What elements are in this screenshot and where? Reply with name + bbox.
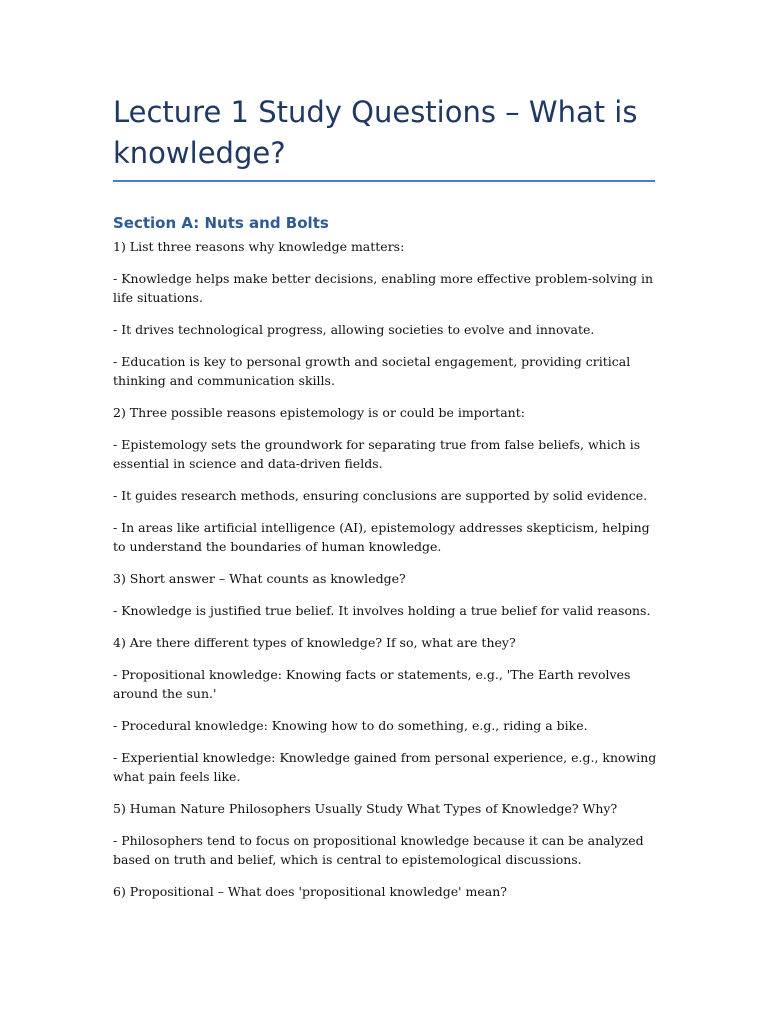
section-a-heading: Section A: Nuts and Bolts bbox=[113, 214, 329, 232]
title-divider bbox=[113, 180, 655, 182]
question-4: 4) Are there different types of knowledge? If so, what are they? bbox=[113, 635, 516, 651]
answer-1b: - It drives technological progress, allowing societies to evolve and innovate. bbox=[113, 321, 595, 337]
section-a-content bbox=[113, 238, 658, 915]
question-5: 5) Human Nature Philosophers Usually Study What Types of Knowledge? Why? bbox=[113, 801, 618, 817]
question-2: 2) Three possible reasons epistemology is or could be important: bbox=[113, 404, 525, 420]
answer-2c: - In areas like artificial intelligence (AI), epistemology addresses skepticism, helping to understand the boundaries of human knowledge. bbox=[113, 520, 650, 554]
document-title: Lecture 1 Study Questions – What is knowledge? bbox=[113, 95, 638, 170]
answer-5: - Philosophers tend to focus on propositional knowledge because it can be analyzed based on truth and belief, which is central to epistemological discussions. bbox=[113, 833, 644, 867]
answer-4b: - Procedural knowledge: Knowing how to do something, e.g., riding a bike. bbox=[113, 718, 588, 734]
answer-2a: - Epistemology sets the groundwork for separating true from false beliefs, which is essential in science and data-driven fields. bbox=[113, 437, 641, 471]
answer-2b: - It guides research methods, ensuring conclusions are supported by solid evidence. bbox=[113, 487, 648, 503]
question-3: 3) Short answer – What counts as knowledge? bbox=[113, 570, 406, 586]
answer-4c: - Experiential knowledge: Knowledge gained from personal experience, e.g., knowing what pain feels like. bbox=[113, 750, 657, 784]
answer-3: - Knowledge is justified true belief. It involves holding a true belief for valid reasons. bbox=[113, 603, 651, 619]
question-1: 1) List three reasons why knowledge matters: bbox=[113, 239, 405, 254]
answer-1a: - Knowledge helps make better decisions, enabling more effective problem-solving in life situations. bbox=[113, 271, 654, 305]
question-6: 6) Propositional – What does 'propositional knowledge' mean? bbox=[113, 884, 507, 900]
answer-4a: - Propositional knowledge: Knowing facts or statements, e.g., 'The Earth revolves around the sun.' bbox=[113, 667, 631, 702]
answer-1c: - Education is key to personal growth and societal engagement, providing critical thinking and communication skills. bbox=[113, 354, 631, 388]
